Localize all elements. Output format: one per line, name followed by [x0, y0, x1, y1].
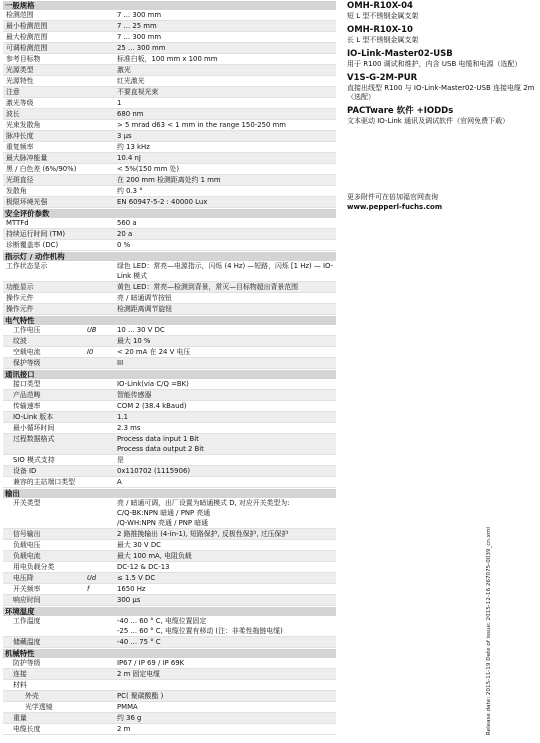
spec-value: ≤ 1.5 V DC	[117, 574, 156, 582]
spec-label: 光学透镜	[25, 703, 53, 711]
spec-symbol	[85, 10, 117, 20]
spec-label: 产品范畴	[13, 391, 41, 399]
spec-symbol	[85, 293, 117, 303]
spec-label: 响应时间	[13, 596, 41, 604]
spec-row	[3, 466, 336, 477]
spec-row	[3, 434, 336, 455]
spec-value: 亮 / 暗通可调，出厂设置为暗通模式 D, 对应开关类型为: C/Q-BK:NPN 暗通 / PNP 亮通 /Q-WH:NPN 亮通 / PNP 暗通	[117, 499, 290, 527]
accessory-description: 文本驱动 IO-Link 通讯及调试软件（官网免费下载）	[347, 117, 510, 125]
spec-row	[3, 573, 336, 584]
spec-label: 操作元件	[6, 305, 34, 313]
spec-symbol	[85, 616, 117, 636]
spec-label: 传输速率	[13, 402, 41, 410]
spec-label: 外壳	[25, 692, 39, 700]
spec-label: 光源特性	[6, 77, 34, 85]
spec-row	[3, 175, 336, 186]
spec-value: PC( 聚碳酸酯 )	[117, 692, 164, 700]
spec-row	[3, 702, 336, 713]
spec-label: 设备 ID	[13, 467, 37, 475]
spec-value: 最大 10 %	[117, 337, 151, 345]
spec-value: DC-12 & DC-13	[117, 563, 170, 571]
spec-symbol	[85, 423, 117, 433]
spec-label: 开关类型	[13, 499, 41, 507]
spec-symbol	[85, 390, 117, 400]
spec-value: 2 路推挽输出 (4-in-1), 短路保护, 反极性保护, 过压保护	[117, 530, 289, 538]
spec-value: 约 13 kHz	[117, 143, 150, 151]
spec-label: 工作温度	[13, 617, 41, 625]
spec-value: IP67 / IP 69 / IP 69K	[117, 659, 185, 667]
spec-value: 20 a	[117, 230, 133, 238]
spec-value: 激光	[117, 66, 131, 74]
spec-label: 连接	[13, 670, 27, 678]
spec-row	[3, 153, 336, 164]
more-info	[347, 192, 442, 212]
spec-label: 工作状态显示	[6, 262, 48, 270]
section-header: 机械特性	[3, 648, 336, 658]
spec-row	[3, 240, 336, 251]
spec-symbol	[85, 595, 117, 605]
spec-label: 防护等级	[13, 659, 41, 667]
accessory-name: IO-Link-Master02-USB	[347, 49, 453, 59]
spec-symbol	[85, 197, 117, 207]
spec-label: 保护等级	[13, 359, 41, 367]
spec-label: 负载电压	[13, 541, 41, 549]
section-header: 指示灯 / 动作机构	[3, 251, 336, 261]
spec-row	[3, 680, 336, 691]
spec-symbol	[85, 680, 117, 690]
spec-label: 用电负载分类	[13, 563, 55, 571]
spec-value: 亮 / 暗通调节按钮	[117, 294, 172, 302]
spec-value: 0 %	[117, 241, 131, 249]
spec-value: 1.1	[117, 413, 128, 421]
spec-value: IO-Link(via C/Q =BK)	[117, 380, 189, 388]
spec-row	[3, 401, 336, 412]
spec-label: 空载电流	[13, 348, 41, 356]
spec-symbol	[85, 65, 117, 75]
spec-value: 300 µs	[117, 596, 141, 604]
spec-symbol	[85, 229, 117, 239]
accessory-name: V1S-G-2M-PUR	[347, 73, 418, 83]
spec-label: 检测范围	[6, 11, 34, 19]
spec-value: 标准白板，100 mm x 100 mm	[117, 55, 218, 63]
spec-symbol	[85, 32, 117, 42]
spec-row	[3, 10, 336, 21]
spec-symbol	[85, 724, 117, 734]
spec-symbol	[85, 240, 117, 250]
spec-value: 25 ... 300 mm	[117, 44, 166, 52]
spec-label: 纹波	[13, 337, 27, 345]
spec-symbol	[85, 43, 117, 53]
spec-row	[3, 142, 336, 153]
section-header: 通讯接口	[3, 369, 336, 379]
spec-value: > 5 mrad d63 < 1 mm in the range 150-250 mm	[117, 121, 286, 129]
spec-label: 过程数据格式	[13, 435, 55, 443]
spec-value: 是	[117, 456, 124, 464]
spec-value	[117, 680, 336, 690]
spec-symbol: f	[87, 585, 90, 593]
spec-label: SIO 模式支持	[13, 456, 55, 464]
spec-row	[3, 87, 336, 98]
accessory-name: PACTware 软件 +IODDs	[347, 106, 454, 116]
spec-symbol	[85, 713, 117, 723]
website-link[interactable]: www.pepperl-fuchs.com	[347, 203, 443, 211]
spec-label: 功能显示	[6, 283, 34, 291]
spec-value: 不要直视光束	[117, 88, 159, 96]
spec-symbol	[85, 153, 117, 163]
spec-label: 最小循环时间	[13, 424, 55, 432]
spec-symbol	[85, 562, 117, 572]
spec-row	[3, 120, 336, 131]
spec-symbol	[85, 261, 117, 281]
spec-value: 3 µs	[117, 132, 132, 140]
spec-row	[3, 379, 336, 390]
spec-symbol	[85, 529, 117, 539]
spec-row	[3, 669, 336, 680]
spec-value: 2.3 ms	[117, 424, 141, 432]
spec-value: 约 0.3 °	[117, 187, 143, 195]
spec-label: 持续运行时间 (TM)	[6, 230, 66, 238]
spec-symbol	[85, 164, 117, 174]
spec-symbol	[85, 109, 117, 119]
spec-label: 黑 / 白色差 (6%/90%)	[6, 165, 77, 173]
section-header: 输出	[3, 488, 336, 498]
spec-symbol	[85, 658, 117, 668]
spec-label: 波长	[6, 110, 20, 118]
spec-symbol: I0	[87, 348, 94, 356]
spec-symbol	[85, 54, 117, 64]
spec-label: 电压降	[13, 574, 34, 582]
spec-value: 0x110702 (1115906)	[117, 467, 191, 475]
spec-row	[3, 304, 336, 315]
spec-label: 可调检测范围	[6, 44, 48, 52]
spec-value: 7 ... 25 mm	[117, 22, 157, 30]
spec-label: 光束发散角	[6, 121, 41, 129]
spec-label: 诊断覆盖率 (DC)	[6, 241, 59, 249]
spec-symbol	[85, 142, 117, 152]
spec-value: 红光激光	[117, 77, 145, 85]
spec-row	[3, 131, 336, 142]
spec-symbol	[85, 120, 117, 130]
spec-row	[3, 164, 336, 175]
spec-value: -40 ... 60 ° C, 电缆位置固定 -25 ... 60 ° C, 电缆位置有移动 (注：非柔性拖链电缆)	[117, 617, 283, 635]
spec-label: 最小检测范围	[6, 22, 48, 30]
section-header: 环境温度	[3, 606, 336, 616]
spec-symbol	[85, 455, 117, 465]
spec-row	[3, 584, 336, 595]
spec-label: 重量	[13, 714, 27, 722]
spec-row	[3, 76, 336, 87]
release-info: Release date: 2015-11-19 Date of issue: 2015-12-16 267075-0039_cn.xml	[486, 527, 492, 735]
spec-value: < 5%(150 mm 处)	[117, 165, 180, 173]
spec-row	[3, 229, 336, 240]
spec-label: 最大脉冲能量	[6, 154, 48, 162]
spec-value: 最大 30 V DC	[117, 541, 161, 549]
spec-row	[3, 477, 336, 488]
spec-row	[3, 109, 336, 120]
spec-symbol	[85, 434, 117, 454]
spec-row	[3, 54, 336, 65]
spec-row	[3, 186, 336, 197]
spec-value: 在 200 mm 检测距离处约 1 mm	[117, 176, 221, 184]
section-header: 电气特性	[3, 315, 336, 325]
accessory-description: 长 L 型不锈钢金属支架	[347, 36, 419, 44]
spec-label: 参考目标物	[6, 55, 41, 63]
spec-symbol	[85, 98, 117, 108]
spec-symbol: Ud	[87, 574, 97, 582]
spec-symbol	[85, 702, 117, 712]
spec-row	[3, 713, 336, 724]
spec-label: 信号输出	[13, 530, 41, 538]
accessory-name: OMH-R10X-04	[347, 1, 413, 11]
spec-row	[3, 282, 336, 293]
accessory-name: OMH-R10X-10	[347, 25, 413, 35]
spec-symbol	[85, 669, 117, 679]
spec-value: 680 nm	[117, 110, 144, 118]
spec-value: 2 m 固定电缆	[117, 670, 161, 678]
spec-symbol	[85, 412, 117, 422]
spec-label: 发散角	[6, 187, 27, 195]
spec-label: 脉冲长度	[6, 132, 34, 140]
spec-row	[3, 336, 336, 347]
accessory-description: 短 L 型不锈钢金属支架	[347, 12, 419, 20]
spec-symbol: UB	[87, 326, 97, 334]
spec-row	[3, 498, 336, 529]
spec-label: MTTFd	[6, 219, 29, 227]
spec-row	[3, 65, 336, 76]
spec-label: 材料	[13, 681, 27, 689]
spec-value: EN 60947-5-2 : 40000 Lux	[117, 198, 208, 206]
spec-value: 最大 100 mA, 电阻负载	[117, 552, 192, 560]
spec-row	[3, 98, 336, 109]
spec-value: 7 ... 300 mm	[117, 33, 162, 41]
spec-table	[3, 0, 336, 735]
spec-symbol	[85, 498, 117, 528]
spec-row	[3, 724, 336, 735]
spec-row	[3, 637, 336, 648]
spec-value: 560 a	[117, 219, 137, 227]
accessory-description: 直接出线型 R100 与 IO-Link-Master02-USB 连接电缆 2m（选配）	[347, 84, 535, 101]
spec-label: 操作元件	[6, 294, 34, 302]
spec-label: 光斑直径	[6, 176, 34, 184]
spec-label: 开关频率	[13, 585, 41, 593]
spec-symbol	[85, 87, 117, 97]
spec-symbol	[85, 691, 117, 701]
spec-symbol	[85, 186, 117, 196]
spec-row	[3, 595, 336, 606]
spec-symbol	[85, 401, 117, 411]
more-info-text: 更多附件可在倍加福官网查询	[347, 193, 438, 201]
spec-label: 重复频率	[6, 143, 34, 151]
spec-row	[3, 691, 336, 702]
spec-value: Process data input 1 Bit Process data output 2 Bit	[117, 435, 204, 453]
spec-row	[3, 261, 336, 282]
spec-row	[3, 43, 336, 54]
spec-value: < 20 mA 在 24 V 电压	[117, 348, 191, 356]
spec-row	[3, 423, 336, 434]
spec-value: 1	[117, 99, 122, 107]
spec-row	[3, 551, 336, 562]
accessory-description: 用于 R100 调试和维护，内含 USB 电缆和电源（选配）	[347, 60, 522, 68]
spec-row	[3, 658, 336, 669]
spec-row	[3, 197, 336, 208]
spec-row	[3, 358, 336, 369]
spec-value: 7 ... 300 mm	[117, 11, 162, 19]
spec-symbol	[85, 282, 117, 292]
spec-symbol	[85, 466, 117, 476]
spec-symbol	[85, 76, 117, 86]
spec-value: 2 m	[117, 725, 131, 733]
spec-label: 储藏温度	[13, 638, 41, 646]
spec-symbol	[85, 551, 117, 561]
spec-row	[3, 562, 336, 573]
spec-symbol	[85, 540, 117, 550]
spec-symbol	[85, 131, 117, 141]
spec-symbol	[85, 218, 117, 228]
spec-label: 激光等级	[6, 99, 34, 107]
spec-label: 接口类型	[13, 380, 41, 388]
spec-value: 黄色 LED：常亮—检测到背景，常灭—目标物超出背景范围	[117, 283, 299, 291]
spec-row	[3, 529, 336, 540]
spec-symbol	[85, 336, 117, 346]
spec-symbol	[85, 21, 117, 31]
spec-value: 10.4 nJ	[117, 154, 141, 162]
spec-row	[3, 540, 336, 551]
spec-label: 最大检测范围	[6, 33, 48, 41]
spec-value: COM 2 (38.4 kBaud)	[117, 402, 187, 410]
spec-value: 智能传感器	[117, 391, 152, 399]
spec-symbol	[85, 175, 117, 185]
spec-label: IO-Link 版本	[13, 413, 54, 421]
spec-symbol	[85, 358, 117, 368]
spec-value: 绿色 LED：常亮—电源指示，闪烁 (4 Hz) —短路，闪烁 [1 Hz) — IO-Link 模式	[117, 262, 334, 280]
spec-value: 检测距离调节旋钮	[117, 305, 173, 313]
spec-label: 极限环境光强	[6, 198, 48, 206]
spec-label: 光源类型	[6, 66, 34, 74]
section-header: 一般规格	[3, 0, 336, 10]
spec-row	[3, 32, 336, 43]
spec-row	[3, 412, 336, 423]
spec-value: A	[117, 478, 122, 486]
spec-row	[3, 347, 336, 358]
spec-symbol	[85, 477, 117, 487]
spec-row	[3, 325, 336, 336]
spec-row	[3, 21, 336, 32]
accessories-list	[347, 0, 537, 130]
spec-label: 注意	[6, 88, 20, 96]
spec-label: 电缆长度	[13, 725, 41, 733]
spec-row	[3, 616, 336, 637]
spec-row	[3, 293, 336, 304]
section-header: 安全评价参数	[3, 208, 336, 218]
spec-value: PMMA	[117, 703, 138, 711]
spec-row	[3, 455, 336, 466]
spec-row	[3, 218, 336, 229]
spec-value: 10 ... 30 V DC	[117, 326, 165, 334]
spec-symbol	[85, 637, 117, 647]
spec-symbol	[85, 379, 117, 389]
spec-label: 兼容的主站端口类型	[13, 478, 76, 486]
spec-row	[3, 390, 336, 401]
spec-value: -40 ... 75 ° C	[117, 638, 161, 646]
spec-symbol	[85, 304, 117, 314]
spec-label: 负载电流	[13, 552, 41, 560]
spec-label: 工作电压	[13, 326, 41, 334]
spec-value: 约 36 g	[117, 714, 142, 722]
spec-value: 1650 Hz	[117, 585, 146, 593]
spec-value: III	[117, 359, 124, 367]
